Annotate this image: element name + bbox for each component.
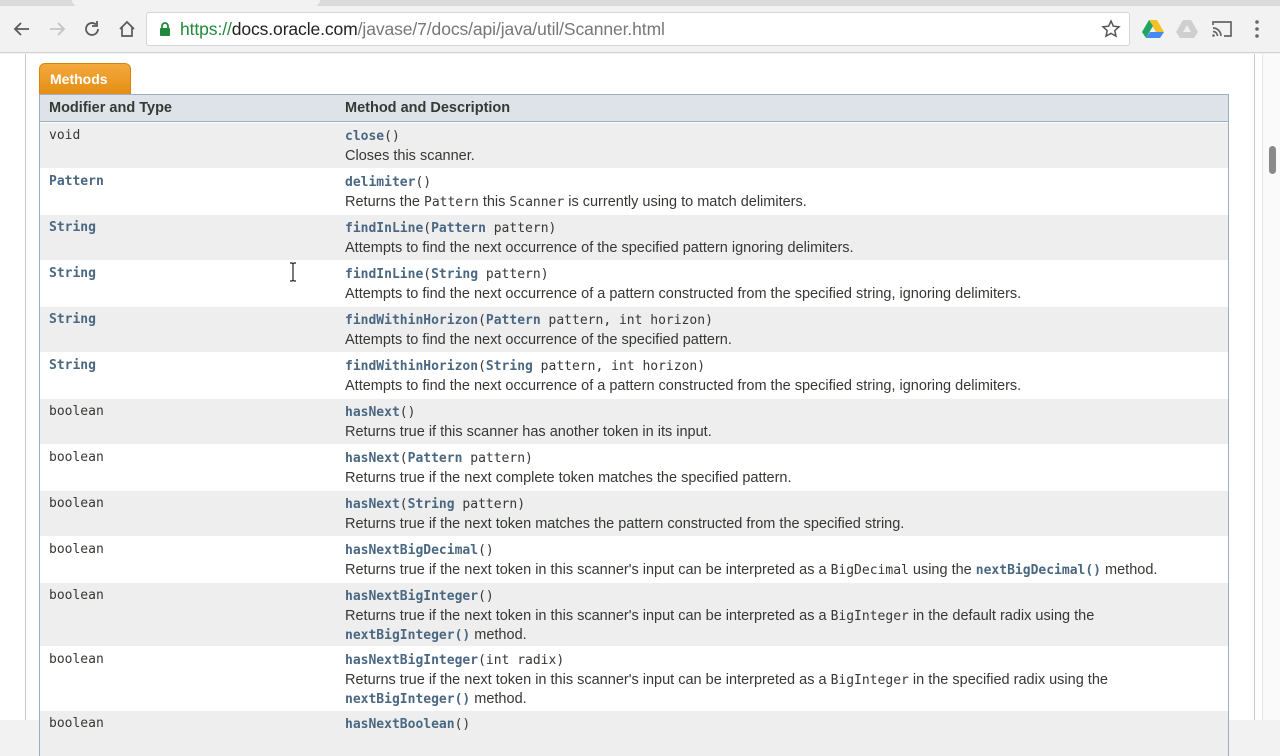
method-description: Attempts to find the next occurrence of a pattern constructed from the specified string, ignoring delimiters. [345, 378, 1022, 394]
method-ref-link[interactable]: nextBigDecimal() [975, 563, 1102, 578]
vertical-scrollbar[interactable] [1262, 54, 1280, 720]
arrow-left-icon [12, 19, 32, 39]
table-row [40, 260, 1228, 306]
method-description: Returns true if the next token matches the pattern constructed from the specified string. [345, 516, 905, 532]
method-cell [336, 261, 1228, 306]
table-row [40, 536, 1228, 582]
method-link[interactable]: hasNextBoolean [345, 717, 455, 732]
code-ref: Pattern [424, 195, 479, 210]
method-signature: hasNext() [345, 405, 416, 420]
cast-icon[interactable] [1211, 19, 1233, 39]
method-link[interactable]: findInLine [345, 267, 424, 282]
method-signature: hasNext(String pattern) [345, 497, 526, 512]
home-icon [117, 19, 137, 39]
google-drive-icon[interactable] [1142, 19, 1164, 39]
method-link[interactable]: hasNextBigDecimal [345, 543, 479, 558]
forward-button[interactable] [44, 16, 70, 42]
return-type-link[interactable]: Pattern [49, 174, 104, 189]
table-row [40, 444, 1228, 490]
back-button[interactable] [9, 16, 35, 42]
return-type: boolean [49, 652, 104, 667]
return-type-link[interactable]: String [49, 358, 96, 373]
method-signature: delimiter() [345, 175, 432, 190]
url-text [180, 19, 665, 40]
table-row [40, 122, 1228, 168]
reload-button[interactable] [79, 16, 105, 42]
method-link[interactable]: delimiter [345, 175, 416, 190]
url-host: docs.oracle.com [231, 18, 358, 39]
return-type: void [49, 128, 81, 143]
method-link[interactable]: findWithinHorizon [345, 359, 479, 374]
return-type: boolean [49, 496, 104, 511]
method-link[interactable]: hasNextBigInteger [345, 653, 479, 668]
method-cell [336, 169, 1228, 214]
method-signature: findInLine(String pattern) [345, 267, 549, 282]
method-description: Returns true if the next token in this scanner's input can be interpreted as a BigDecimal using the nextBigDecimal() method. [345, 562, 1158, 578]
method-link[interactable]: findInLine [345, 221, 424, 236]
table-row [40, 168, 1228, 214]
method-description: Returns true if the next token in this scanner's input can be interpreted as a BigInteger in the specified radix using the nextBigInteger() method. [345, 672, 1108, 707]
return-type: boolean [49, 542, 104, 557]
lock-icon [159, 22, 171, 36]
reload-icon [82, 19, 102, 39]
method-link[interactable]: hasNext [345, 405, 400, 420]
method-cell [336, 491, 1228, 536]
col-method-header: Method and Description [345, 100, 511, 116]
method-cell [336, 537, 1228, 582]
table-row [40, 646, 1228, 710]
code-ref: BigInteger [830, 609, 909, 624]
method-signature: hasNextBoolean() [345, 717, 471, 732]
browser-toolbar [0, 6, 1280, 53]
method-ref-link[interactable]: nextBigInteger() [345, 692, 471, 707]
method-link[interactable]: hasNext [345, 497, 400, 512]
method-link[interactable]: close [345, 129, 385, 144]
menu-dots-icon[interactable] [1247, 19, 1267, 39]
return-type: boolean [49, 716, 104, 731]
scrollbar-thumb[interactable] [1269, 146, 1276, 174]
code-ref: BigInteger [830, 673, 909, 688]
method-description: Closes this scanner. [345, 148, 475, 164]
method-cell [336, 711, 1228, 756]
method-cell [336, 445, 1228, 490]
method-cell [336, 307, 1228, 352]
param-type: int [618, 313, 643, 328]
return-type-link[interactable]: String [49, 220, 96, 235]
param-type: int [485, 653, 510, 668]
code-ref: BigDecimal [830, 563, 909, 578]
table-row [40, 352, 1228, 398]
method-signature: hasNext(Pattern pattern) [345, 451, 533, 466]
method-link[interactable]: hasNextBigInteger [345, 589, 479, 604]
method-link[interactable]: findWithinHorizon [345, 313, 479, 328]
return-type-link[interactable]: String [49, 266, 96, 281]
method-signature: hasNextBigDecimal() [345, 543, 494, 558]
param-type-link[interactable]: Pattern [431, 221, 486, 236]
return-type-link[interactable]: String [49, 312, 96, 327]
param-type-link[interactable]: Pattern [485, 313, 541, 328]
arrow-right-icon [47, 19, 67, 39]
method-summary-table [39, 94, 1229, 756]
param-type: int [611, 359, 635, 374]
return-type: boolean [49, 588, 104, 603]
methods-caption-tab[interactable]: Methods [39, 63, 131, 94]
page-content [0, 54, 1262, 732]
url-path: /javase/7/docs/api/java/util/Scanner.html [357, 18, 665, 39]
method-cell [336, 647, 1228, 710]
method-description: Attempts to find the next occurrence of the specified pattern. [345, 332, 732, 348]
bookmark-star-icon[interactable] [1101, 19, 1121, 39]
address-bar[interactable] [146, 12, 1130, 46]
method-signature: hasNextBigInteger() [345, 589, 494, 604]
param-type-link[interactable]: Pattern [407, 451, 463, 466]
method-link[interactable]: hasNext [345, 451, 400, 466]
method-description: Returns true if this scanner has another token in its input. [345, 424, 712, 440]
method-cell [336, 123, 1228, 168]
return-type: boolean [49, 404, 104, 419]
table-row [40, 214, 1228, 260]
table-row [40, 582, 1228, 646]
method-cell [336, 399, 1228, 444]
col-modifier-header: Modifier and Type [49, 100, 172, 116]
text-cursor-icon [288, 262, 298, 282]
table-row [40, 490, 1228, 536]
method-cell [336, 583, 1228, 646]
method-cell [336, 215, 1228, 260]
table-row [40, 306, 1228, 352]
param-type-link[interactable]: String [485, 359, 533, 374]
method-signature: findWithinHorizon(Pattern pattern, int horizon) [345, 313, 713, 328]
method-description: Attempts to find the next occurrence of a pattern constructed from the specified string, ignoring delimiters. [345, 286, 1022, 302]
table-row [40, 398, 1228, 444]
url-scheme: https:// [180, 18, 232, 39]
param-type-link[interactable]: String [407, 497, 455, 512]
table-row [40, 710, 1228, 756]
method-description: Returns true if the next token in this scanner's input can be interpreted as a BigInteger in the default radix using the nextBigInteger() method. [345, 608, 1095, 643]
return-type: boolean [49, 450, 104, 465]
method-description: Returns the Pattern this Scanner is currently using to match delimiters. [345, 194, 807, 210]
method-ref-link[interactable]: nextBigInteger() [345, 628, 471, 643]
method-cell [336, 353, 1228, 398]
method-signature: findInLine(Pattern pattern) [345, 221, 557, 236]
method-signature: findWithinHorizon(String pattern, int horizon) [345, 359, 706, 374]
param-type-link[interactable]: String [431, 267, 479, 282]
home-button[interactable] [114, 16, 140, 42]
method-signature: hasNextBigInteger(int radix) [345, 653, 565, 668]
method-signature: close() [345, 129, 400, 144]
code-ref: Scanner [509, 195, 565, 210]
table-body [40, 122, 1228, 756]
method-description: Attempts to find the next occurrence of the specified pattern ignoring delimiters. [345, 240, 854, 256]
drive-extension-icon[interactable] [1176, 19, 1198, 39]
method-description: Returns true if the next complete token matches the specified pattern. [345, 470, 792, 486]
table-header [40, 95, 1228, 122]
